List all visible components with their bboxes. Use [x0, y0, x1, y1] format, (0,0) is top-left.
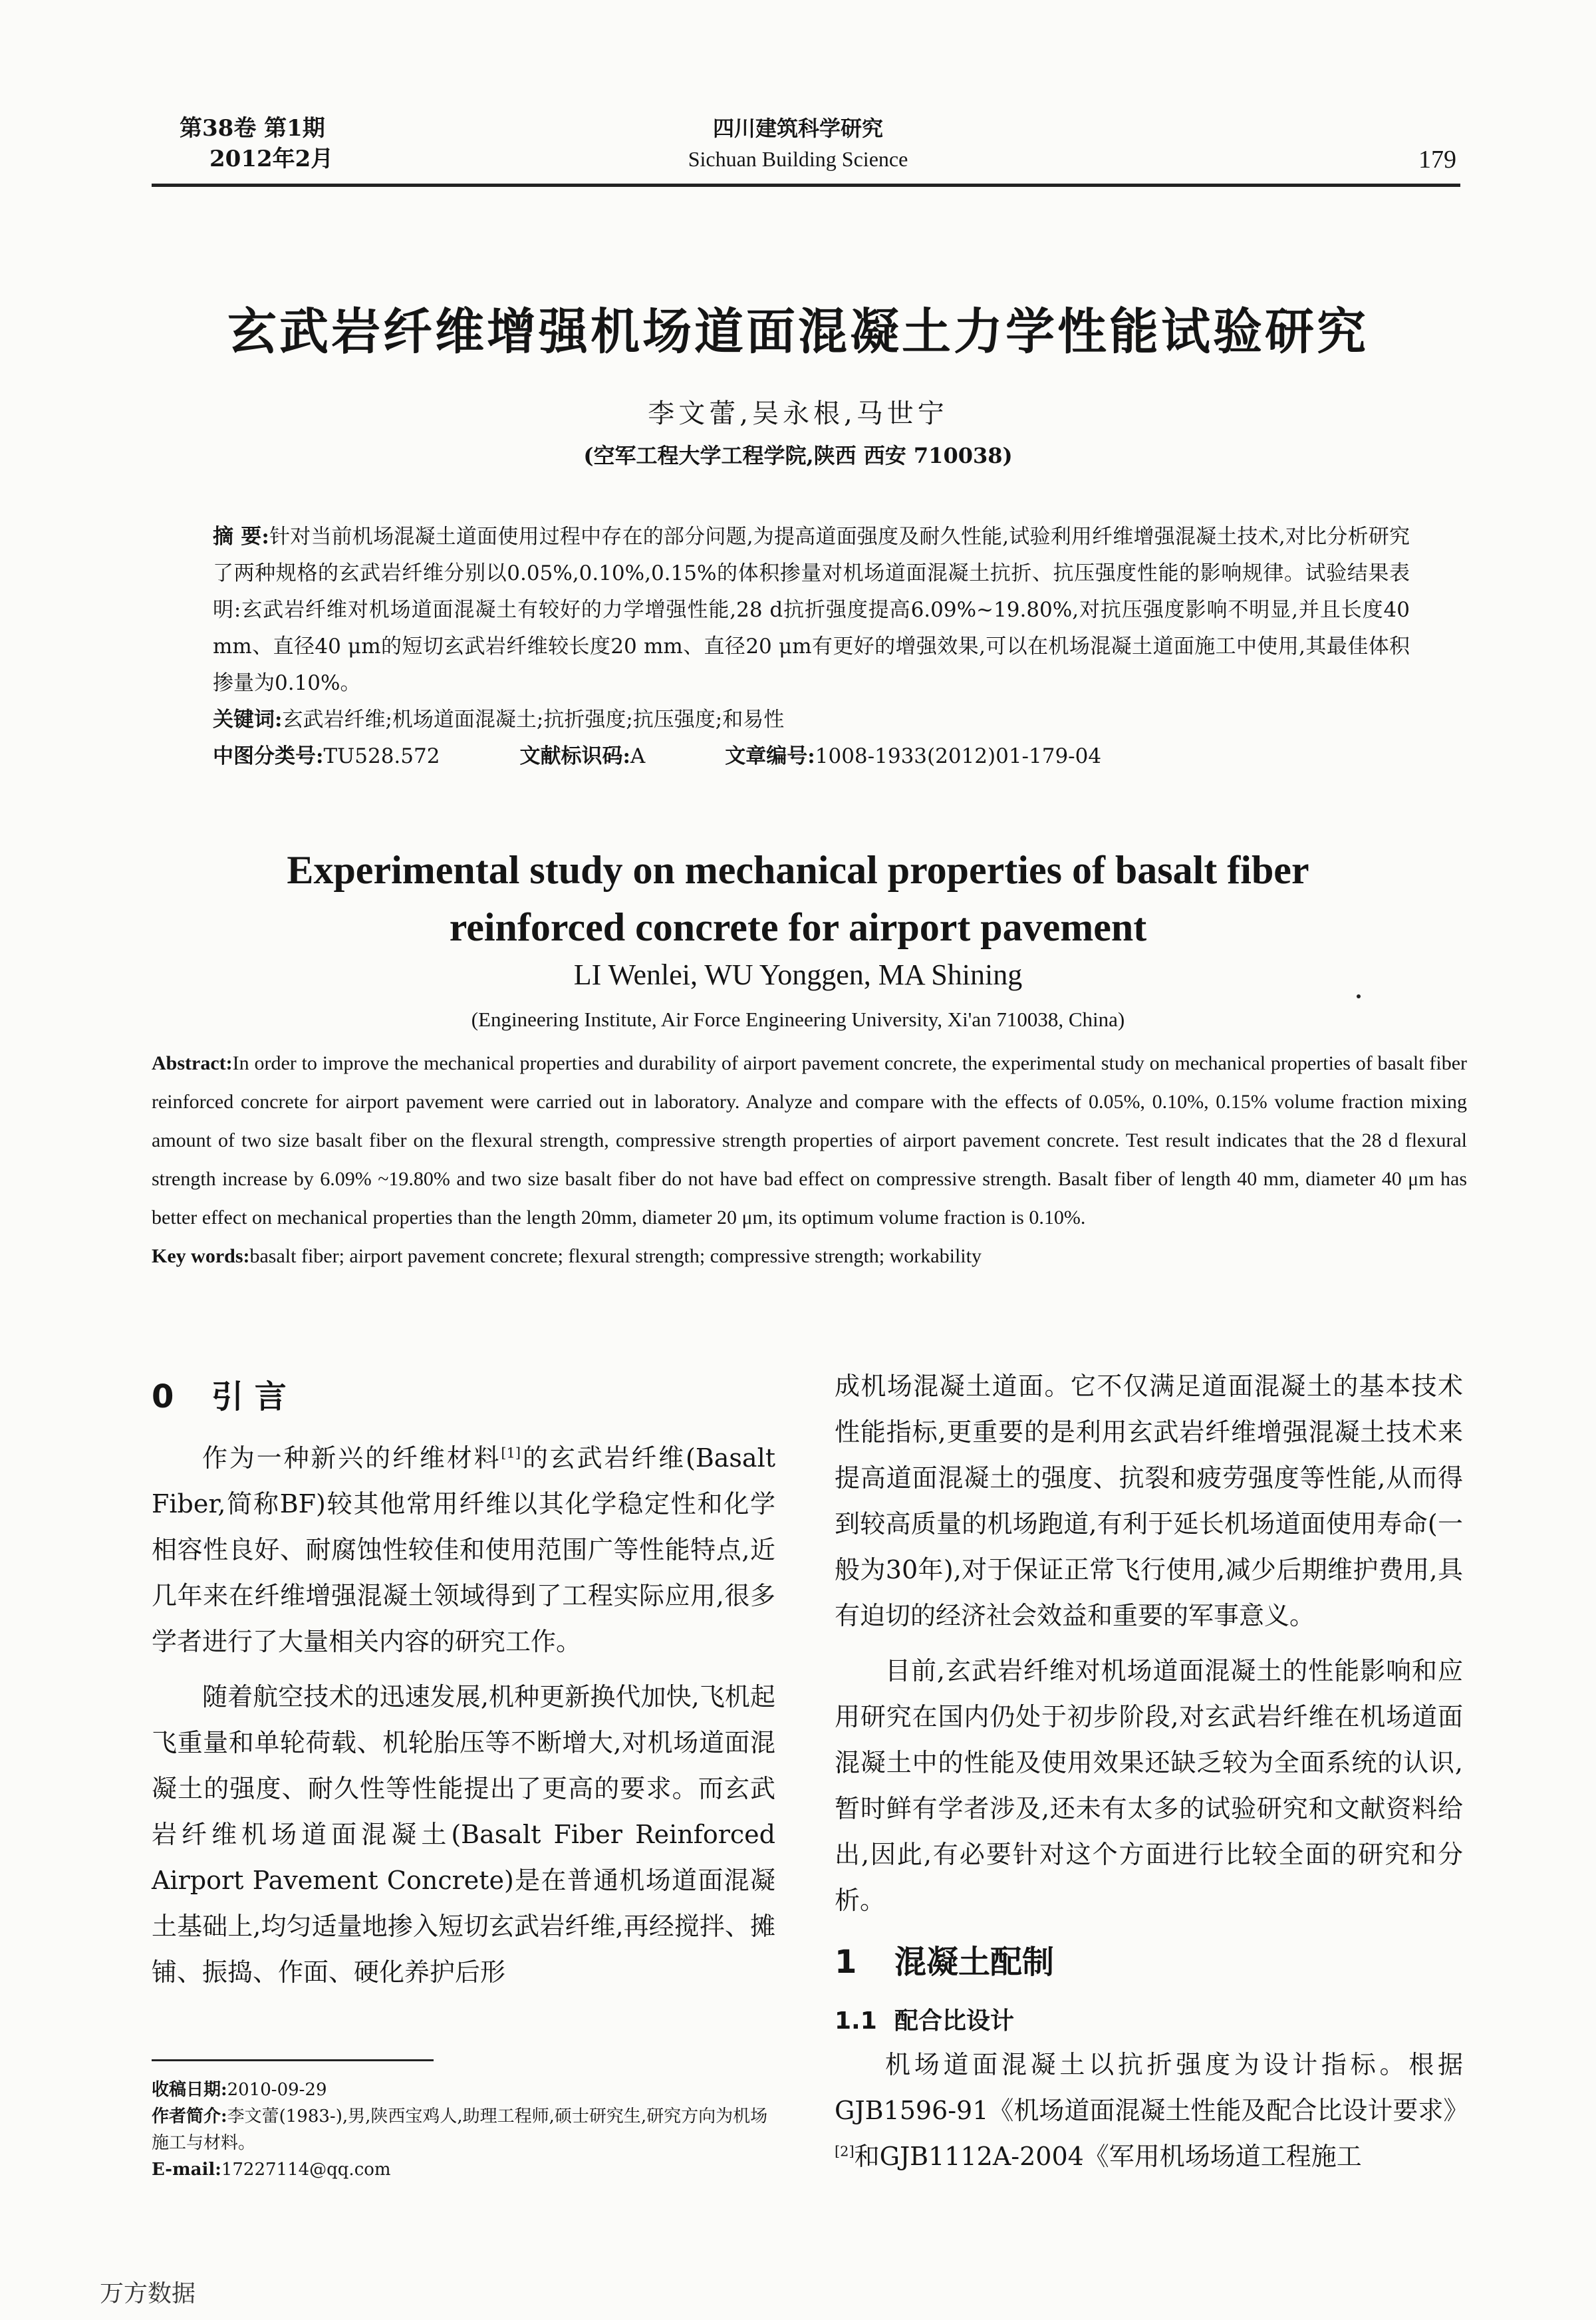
- paper-title-en: [0, 841, 1596, 956]
- keywords-en: [152, 1237, 1467, 1276]
- header-volume-date: [180, 113, 333, 174]
- email-label: E-mail:: [152, 2160, 221, 2180]
- abstract-cn: [213, 519, 1410, 702]
- classification-row: [213, 738, 1410, 775]
- author-bio-label: 作者简介:: [152, 2106, 227, 2126]
- article-no-label: 文章编号:: [725, 744, 815, 768]
- clc-value: TU528.572: [323, 744, 440, 768]
- document-code: [519, 738, 645, 775]
- section-1-number: 1: [835, 1944, 857, 1981]
- citation-2: [2]: [835, 2143, 855, 2160]
- footnote-rule: [152, 2059, 434, 2061]
- paragraph-intro-3: 成机场混凝土道面。它不仅满足道面混凝土的基本技术性能指标,更重要的是利用玄武岩纤维增强混凝土技术来提高道面混凝土的强度、抗裂和疲劳强度等性能,从而得到较高质量的机场跑道,有利于延长机场道面使用寿命(一般为30年),对于保证正常飞行使用,减少后期维护费用,具有迫切的经济社会效益和重要的军事意义。: [835, 1372, 1463, 1630]
- author-bio: [152, 2103, 777, 2156]
- author-bio-text: 李文蕾(1983-),男,陕西宝鸡人,助理工程师,硕士研究生,研究方向为机场施工与材料。: [152, 2106, 768, 2153]
- doc-code-value: A: [630, 744, 646, 768]
- page-number: 179: [1418, 146, 1456, 174]
- paragraph-mix-design-b: 和GJB1112A-2004《军用机场场道工程施工: [854, 2142, 1362, 2171]
- abstract-en-block: [152, 1044, 1467, 1276]
- footnote: [152, 2077, 777, 2183]
- section-1-heading: [835, 1936, 1463, 1989]
- paper-title-en-line1: Experimental study on mechanical properties of basalt fiber: [287, 848, 1309, 892]
- section-0-heading: [152, 1370, 775, 1423]
- paper-title-en-line2: reinforced concrete for airport pavement: [449, 905, 1147, 949]
- affiliation-cn: (空军工程大学工程学院,陕西 西安 710038): [583, 443, 1013, 468]
- article-no-value: 1008-1933(2012)01-179-04: [815, 744, 1102, 768]
- authors-en: LI Wenlei, WU Yonggen, MA Shining: [573, 958, 1023, 991]
- authors-cn: 李文蕾,吴永根,马世宁: [648, 398, 948, 429]
- header-volume-issue: 第38卷 第1期: [180, 115, 325, 142]
- clc-label: 中图分类号:: [213, 744, 324, 768]
- paragraph-intro-1-a: 作为一种新兴的纤维材料: [202, 1443, 501, 1473]
- keywords-cn-label: 关键词:: [213, 708, 283, 732]
- journal-name-cn: 四川建筑科学研究: [712, 116, 883, 141]
- abstract-cn-block: [213, 519, 1410, 775]
- article-number: [725, 738, 1101, 775]
- received-value: 2010-09-29: [227, 2080, 327, 2100]
- keywords-en-label: Key words:: [152, 1245, 250, 1267]
- keywords-en-text: basalt fiber; airport pavement concrete; flexural strength; compressive strength; workability: [249, 1245, 982, 1267]
- email-value: 17227114@qq.com: [221, 2160, 391, 2180]
- paragraph-mix-design: [835, 2042, 1469, 2180]
- author-email: [152, 2156, 777, 2183]
- section-1-1-title: 配合比设计: [894, 2007, 1015, 2035]
- stray-dot: [1357, 994, 1361, 998]
- paragraph-intro-1-b: 的玄武岩纤维(Basalt Fiber,简称BF)较其他常用纤维以其化学稳定性和化学相容性良好、耐腐蚀性较佳和使用范围广等性能特点,近几年来在纤维增强混凝土领域得到了工程实际应用,很多学者进行了大量相关内容的研究工作。: [152, 1443, 775, 1656]
- clc-code: [213, 738, 440, 775]
- keywords-cn: [213, 702, 1410, 738]
- watermark: 万方数据: [100, 2280, 196, 2307]
- received-label: 收稿日期:: [152, 2080, 227, 2100]
- header-rule: [152, 184, 1460, 187]
- doc-code-label: 文献标识码:: [519, 744, 630, 768]
- paragraph-mix-design-a: 机场道面混凝土以抗折强度为设计指标。根据GJB1596-91《机场道面混凝土性能及配合比设计要求》: [835, 2050, 1469, 2125]
- citation-1: [1]: [501, 1445, 521, 1461]
- section-1-1-number: 1.1: [835, 2007, 877, 2035]
- section-0-title: 引 言: [211, 1378, 287, 1415]
- journal-name-en: Sichuan Building Science: [688, 147, 908, 171]
- header-date: 2012年2月: [209, 146, 334, 172]
- paper-title-cn: 玄武岩纤维增强机场道面混凝土力学性能试验研究: [227, 303, 1369, 361]
- abstract-cn-label: 摘 要:: [213, 525, 269, 549]
- keywords-cn-text: 玄武岩纤维;机场道面混凝土;抗折强度;抗压强度;和易性: [282, 708, 785, 732]
- section-0-number: 0: [152, 1378, 174, 1415]
- abstract-en-text: In order to improve the mechanical properties and durability of airport pavement concrete, the experimental study on mechanical properties of basalt fiber reinforced concrete for airport pavement were carried out in laboratory. Analyze and compare with the effects of 0.05%, 0.10%, 0.15% volume fraction mixing amount of two size basalt fiber on the flexural strength, compressive strength properties of airport pavement concrete. Test result indicates that the 28 d flexural strength increase by 6.09% ~19.80% and two size basalt fiber do not have bad effect on compressive strength. Basalt fiber of length 40 mm, diameter 40 μm has better effect on mechanical properties than the length 20mm, diameter 20 μm, its optimum volume fraction is 0.10%.: [152, 1052, 1467, 1229]
- paragraph-intro-2: 随着航空技术的迅速发展,机种更新换代加快,飞机起飞重量和单轮荷载、机轮胎压等不断增大,对机场道面混凝土的强度、耐久性等性能提出了更高的要求。而玄武岩纤维机场道面混凝土(Basalt Fiber Reinforced Airport Pavement Concrete)是在普通机场道面混凝土基础上,均匀适量地掺入短切玄武岩纤维,再经搅拌、摊铺、振捣、作面、硬化养护后形: [152, 1682, 775, 1987]
- received-date: [152, 2077, 777, 2103]
- header-journal: [598, 113, 998, 174]
- affiliation-en: (Engineering Institute, Air Force Engineering University, Xi'an 710038, China): [471, 1008, 1125, 1031]
- body-right-column: [835, 1364, 1469, 2180]
- paragraph-intro-4: 目前,玄武岩纤维对机场道面混凝土的性能影响和应用研究在国内仍处于初步阶段,对玄武岩纤维在机场道面混凝土中的性能及使用效果还缺乏较为全面系统的认识,暂时鲜有学者涉及,还未有太多的试验研究和文献资料给出,因此,有必要针对这个方面进行比较全面的研究和分析。: [835, 1656, 1463, 1915]
- abstract-en-label: Abstract:: [152, 1052, 233, 1074]
- section-1-title: 混凝土配制: [894, 1944, 1055, 1981]
- section-1-1-heading: [835, 2001, 1463, 2042]
- body-left-column: [152, 1370, 775, 1995]
- abstract-en: [152, 1044, 1467, 1237]
- abstract-cn-text: 针对当前机场混凝土道面使用过程中存在的部分问题,为提高道面强度及耐久性能,试验利用纤维增强混凝土技术,对比分析研究了两种规格的玄武岩纤维分别以0.05%,0.10%,0.15%的体积掺量对机场道面混凝土抗折、抗压强度性能的影响规律。试验结果表明:玄武岩纤维对机场道面混凝土有较好的力学增强性能,28 d抗折强度提高6.09%~19.80%,对抗压强度影响不明显,并且长度40 mm、直径40 μm的短切玄武岩纤维较长度20 mm、直径20 μm有更好的增强效果,可以在机场混凝土道面施工中使用,其最佳体积掺量为0.10%。: [213, 525, 1410, 695]
- paragraph-intro-1: [152, 1435, 775, 1665]
